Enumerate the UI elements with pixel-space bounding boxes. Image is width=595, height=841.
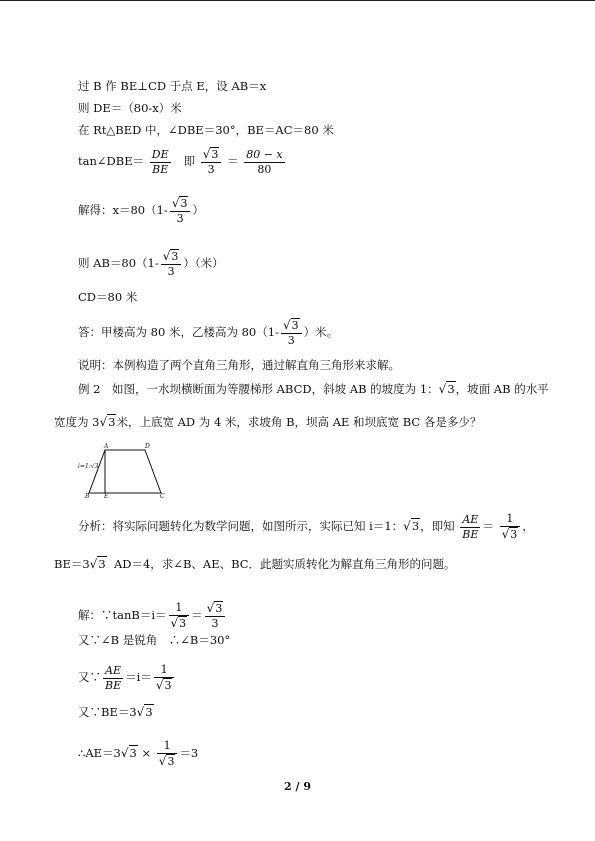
equals-sign: ＝ [191,608,203,622]
text-line-8 [78,318,338,348]
label-c: C [160,493,165,500]
text-line-14 [78,601,227,631]
sqrt-expression: √3 [120,746,137,760]
sqrt-expression: √3 [99,415,116,429]
line-suffix: ）（米） [183,256,224,270]
line-suffix: ）米。 [303,325,339,339]
fraction-sqrt3-over-3 [201,147,222,177]
line-suffix: ） [192,203,204,217]
text-line-10 [78,381,549,397]
fraction-1-over-sqrt3 [500,512,521,542]
text-line-15: 又∵∠B 是锐角 ∴∠B＝30° [78,633,231,647]
line-prefix: 宽度为 3 [54,415,100,429]
text-line-17 [78,704,154,720]
trapezoid-dam-figure [78,442,168,500]
fraction-numerator: 1 [157,739,178,754]
text-line-13 [54,556,456,572]
fraction-numerator: 1 [169,601,190,616]
fraction-1-over-sqrt3 [157,739,178,769]
sqrt-expression: √3 [89,557,106,571]
line-prefix: 解：∵tanB＝i＝ [78,608,167,622]
line-prefix: 解得：x＝80（1- [78,203,168,217]
fraction-numerator: 1 [154,663,175,678]
equals-sign: ＝ [227,154,239,168]
fraction-ae-be [460,513,480,542]
sqrt-expression: √3 [282,318,299,332]
line-prefix: 例 2 如图，一水坝横断面为等腰梯形 ABCD，斜坡 AB 的坡度为 1： [78,382,439,396]
fraction-sqrt3-over-3 [161,249,182,279]
text-line-5 [78,196,204,226]
text-line-7: CD＝80 米 [78,290,138,304]
top-rule [0,0,595,1]
line-prefix: ∴AE＝3 [78,746,121,760]
label-a: A [104,443,109,450]
fraction-denominator: 3 [287,334,295,347]
line-prefix: 又∵BE＝3 [78,705,137,719]
sqrt-expression: √3 [155,678,172,692]
sqrt-expression: √3 [162,249,179,263]
fraction-numerator: AE [103,664,123,679]
fraction-numerator: AE [460,513,480,528]
fraction-denominator: 3 [167,265,175,278]
fraction-de-be [150,148,171,177]
text-line-12 [78,512,534,542]
fraction-sqrt3-over-3 [281,318,302,348]
text-line-11 [54,414,481,430]
text-line-4 [78,147,287,177]
line-suffix: 米，上底宽 AD 为 4 米，求坡角 B，坝高 AE 和坝底宽 BC 各是多少？ [116,415,482,429]
fraction-sqrt3-over-3 [170,196,191,226]
ji-word: 即 [183,154,196,168]
tan-prefix: tan∠DBE＝ [78,154,145,168]
text-line-2: 则 DE＝（80-x）米 [78,101,182,115]
fraction-numerator: 80 − x [246,147,283,161]
trapezoid-outline [89,450,161,493]
sqrt-expression: √3 [171,196,188,210]
sqrt-expression: √3 [438,382,455,396]
sqrt-expression: √3 [136,705,153,719]
line-suffix: ＝3 [179,746,199,760]
line-prefix: 答：甲楼高为 80 米，乙楼高为 80（1- [78,325,279,339]
sqrt-expression: √3 [202,147,219,161]
fraction-denominator: BE [152,162,169,176]
sqrt-expression: √3 [501,527,518,541]
line-prefix: 又∵ [78,670,101,684]
text-line-9: 说明：本例构造了两个直角三角形，通过解直角三角形来求解。 [78,358,400,372]
sqrt-expression: √3 [170,616,187,630]
sqrt-expression: √3 [206,601,223,615]
line-prefix: BE＝3 [54,557,90,571]
fraction-80-x-over-80 [244,148,284,177]
text-line-18 [78,739,198,769]
line-middle: ＝i＝ [125,670,152,684]
label-b: B [85,493,90,500]
fraction-1-over-sqrt3 [169,601,190,631]
line-suffix: ， [522,519,534,533]
text-line-16 [78,663,176,693]
times-sign: × [141,746,152,760]
line-suffix: AD＝4，求∠B、AE、BC．此题实质转化为解直角三角形的问题。 [113,557,456,571]
line-suffix: ，坡面 AB 的水平 [455,382,549,396]
line-prefix: 则 AB＝80（1- [78,256,159,270]
page-number: 2 / 9 [284,780,311,793]
line-middle: ，即知 [420,519,455,533]
label-d: D [145,443,150,450]
equals-sign: ＝ [482,519,494,533]
label-slope: i=1:√3 [78,463,99,470]
fraction-sqrt3-over-3 [205,601,226,631]
label-e: E [104,493,109,500]
line-prefix: 分析：将实际问题转化为数学问题，如图所示，实际已知 i＝1： [78,519,404,533]
fraction-denominator: 3 [176,212,184,225]
fraction-1-over-sqrt3 [154,663,175,693]
fraction-numerator: DE [151,147,169,161]
fraction-denominator: 80 [257,162,272,176]
fraction-denominator: BE [105,678,122,692]
text-line-6 [78,249,224,279]
sqrt-expression: √3 [158,754,175,768]
fraction-denominator: 3 [211,617,219,630]
fraction-denominator: BE [462,527,479,541]
fraction-ae-be [103,664,123,693]
text-line-3: 在 Rt△BED 中，∠DBE＝30°，BE＝AC＝80 米 [78,123,334,137]
sqrt-expression: √3 [403,519,420,533]
fraction-numerator: 1 [500,512,521,527]
text-line-1: 过 B 作 BE⊥CD 于点 E，设 AB＝x [78,79,267,93]
fraction-denominator: 3 [207,163,215,176]
